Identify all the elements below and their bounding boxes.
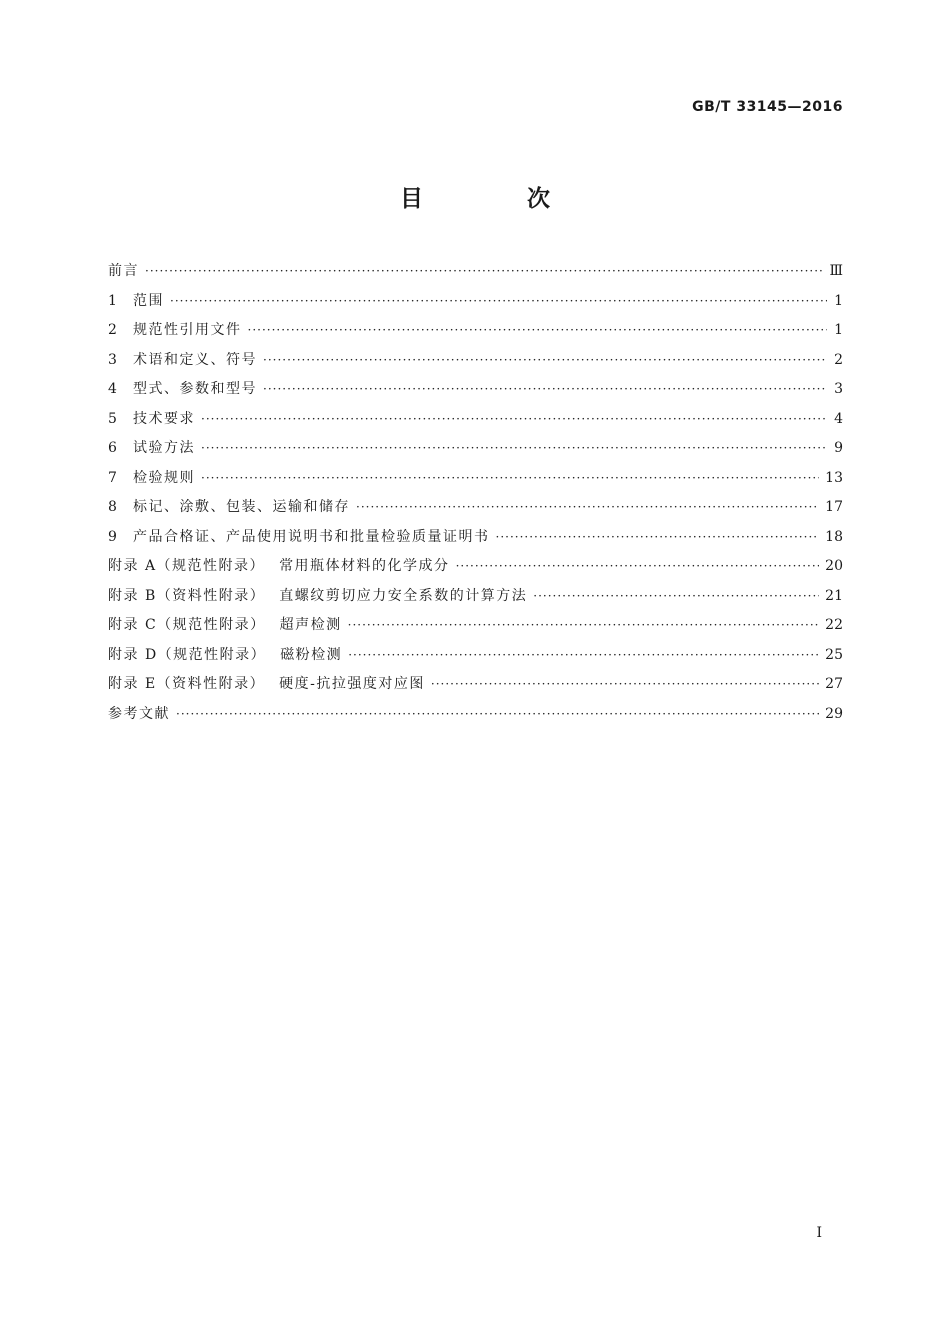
toc-leader-dots (201, 434, 827, 464)
toc-entry-references[interactable] (108, 700, 843, 730)
toc-entry-5[interactable] (108, 405, 843, 435)
toc-entry-page: 13 (825, 469, 843, 486)
toc-entry-8[interactable] (108, 493, 843, 523)
toc-entry-page: 17 (825, 499, 843, 515)
toc-entry-subtitle: 硬度-抗拉强度对应图 (279, 676, 425, 692)
toc-entry-page: 1 (834, 322, 843, 338)
toc-leader-dots (170, 287, 827, 317)
toc-entry-page: 29 (825, 705, 843, 722)
toc-entry-1[interactable] (108, 287, 843, 317)
toc-leader-dots (348, 611, 820, 641)
toc-entry-label: 产品合格证、产品使用说明书和批量检验质量证明书 (133, 528, 490, 545)
toc-entry-3[interactable] (108, 346, 843, 376)
toc-entry-page: 2 (834, 351, 843, 368)
toc-entry-number: 6 (108, 440, 117, 456)
toc-entry-page: 1 (834, 292, 843, 309)
toc-leader-dots (456, 552, 820, 582)
toc-entry-label: 术语和定义、符号 (133, 351, 257, 368)
toc-entry-label: 附录 D（规范性附录） (108, 646, 267, 663)
toc-leader-dots (145, 257, 823, 287)
toc-leader-dots (533, 582, 819, 612)
toc-entry-page: 9 (834, 440, 843, 456)
toc-leader-dots (356, 493, 819, 523)
toc-entry-label: 附录 E（资料性附录） (108, 676, 266, 692)
page-number: I (816, 1225, 822, 1241)
toc-leader-dots (248, 316, 828, 346)
toc-entry-number: 8 (108, 499, 117, 515)
toc-leader-dots (201, 405, 827, 435)
toc-entry-foreword[interactable] (108, 257, 843, 287)
toc-entry-appendix-d[interactable] (108, 641, 843, 671)
toc-entry-page: 22 (825, 617, 843, 633)
toc-entry-number: 9 (108, 528, 117, 545)
toc-entry-label: 型式、参数和型号 (133, 381, 257, 397)
toc-entry-number: 1 (108, 292, 117, 309)
table-of-contents (108, 257, 843, 729)
toc-entry-page: 21 (825, 587, 843, 604)
toc-entry-label: 检验规则 (133, 469, 195, 486)
toc-entry-2[interactable] (108, 316, 843, 346)
toc-entry-label: 技术要求 (133, 410, 195, 427)
toc-entry-label: 规范性引用文件 (133, 322, 242, 338)
toc-entry-label: 附录 C（规范性附录） (108, 617, 266, 633)
toc-entry-appendix-c[interactable] (108, 611, 843, 641)
toc-leader-dots (348, 641, 819, 671)
toc-entry-appendix-e[interactable] (108, 670, 843, 700)
toc-entry-label: 标记、涂敷、包装、运输和储存 (133, 499, 350, 515)
toc-entry-number: 2 (108, 322, 117, 338)
toc-entry-page: 4 (834, 410, 843, 427)
toc-entry-7[interactable] (108, 464, 843, 494)
toc-entry-appendix-a[interactable] (108, 552, 843, 582)
toc-entry-subtitle: 常用瓶体材料的化学成分 (279, 558, 450, 574)
toc-entry-appendix-b[interactable] (108, 582, 843, 612)
toc-leader-dots (263, 375, 827, 405)
toc-entry-page: 25 (825, 646, 843, 663)
toc-entry-label: 试验方法 (133, 440, 195, 456)
toc-entry-6[interactable] (108, 434, 843, 464)
toc-entry-page: 20 (825, 558, 843, 574)
toc-entry-subtitle: 直螺纹剪切应力安全系数的计算方法 (279, 587, 528, 604)
toc-entry-page: Ⅲ (829, 263, 843, 279)
toc-entry-number: 4 (108, 381, 117, 397)
toc-entry-label: 附录 A（规范性附录） (108, 558, 266, 574)
toc-leader-dots (201, 464, 819, 494)
toc-entry-page: 27 (825, 676, 843, 692)
toc-entry-9[interactable] (108, 523, 843, 553)
toc-leader-dots (263, 346, 827, 376)
toc-entry-label: 前言 (108, 263, 139, 279)
toc-entry-number: 7 (108, 469, 117, 486)
toc-entry-subtitle: 磁粉检测 (280, 646, 343, 663)
toc-entry-4[interactable] (108, 375, 843, 405)
toc-entry-number: 3 (108, 351, 117, 368)
toc-entry-label: 范围 (133, 292, 164, 309)
toc-entry-number: 5 (108, 410, 117, 427)
toc-entry-page: 18 (825, 528, 843, 545)
page-title: 目 次 (399, 186, 598, 212)
toc-entry-label: 参考文献 (108, 705, 170, 722)
standard-code: GB/T 33145—2016 (692, 99, 843, 115)
toc-entry-subtitle: 超声检测 (279, 617, 342, 633)
toc-entry-label: 附录 B（资料性附录） (108, 587, 266, 604)
toc-leader-dots (431, 670, 819, 700)
toc-leader-dots (496, 523, 820, 553)
toc-leader-dots (176, 700, 819, 730)
toc-entry-page: 3 (834, 381, 843, 397)
